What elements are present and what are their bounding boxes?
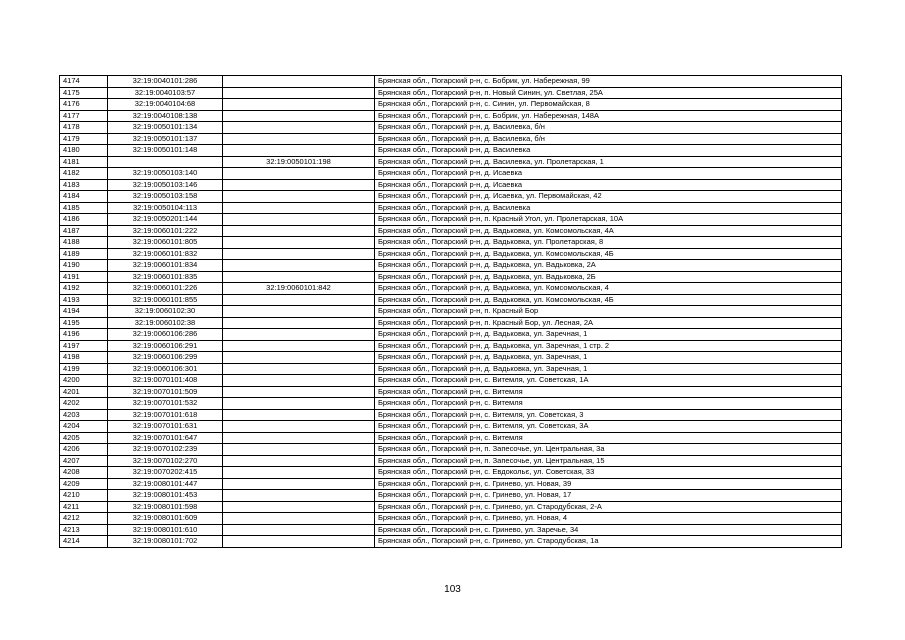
cadastral-number-cell: 32:19:0050101:148 — [108, 145, 223, 157]
previous-cadastral-cell — [223, 375, 375, 387]
row-number-cell: 4177 — [60, 110, 108, 122]
address-cell: Брянская обл., Погарский р-н, д. Исаевка, ул. Первомайская, 42 — [375, 191, 842, 203]
address-cell: Брянская обл., Погарский р-н, д. Вадьковка, ул. Заречная, 1 — [375, 352, 842, 364]
cadastral-number-cell: 32:19:0080101:598 — [108, 501, 223, 513]
cadastral-number-cell: 32:19:0060101:805 — [108, 237, 223, 249]
previous-cadastral-cell — [223, 490, 375, 502]
cadastral-number-cell: 32:19:0060106:286 — [108, 329, 223, 341]
row-number-cell: 4210 — [60, 490, 108, 502]
address-cell: Брянская обл., Погарский р-н, с. Витемля, ул. Советская, 3 — [375, 409, 842, 421]
table-row — [60, 260, 842, 272]
address-cell: Брянская обл., Погарский р-н, с. Гринево, ул. Новая, 39 — [375, 478, 842, 490]
cadastral-number-cell: 32:19:0050103:158 — [108, 191, 223, 203]
previous-cadastral-cell — [223, 421, 375, 433]
row-number-cell: 4212 — [60, 513, 108, 525]
address-cell: Брянская обл., Погарский р-н, д. Вадьковка, ул. Заречная, 1 — [375, 329, 842, 341]
table-row — [60, 99, 842, 111]
property-registry-table — [59, 75, 842, 548]
table-row — [60, 490, 842, 502]
cadastral-number-cell: 32:19:0040103:57 — [108, 87, 223, 99]
row-number-cell: 4193 — [60, 294, 108, 306]
table-row — [60, 455, 842, 467]
row-number-cell: 4186 — [60, 214, 108, 226]
address-cell: Брянская обл., Погарский р-н, п. Запесочье, ул. Центральная, 3а — [375, 444, 842, 456]
cadastral-number-cell: 32:19:0060102:30 — [108, 306, 223, 318]
cadastral-number-cell: 32:19:0050101:137 — [108, 133, 223, 145]
previous-cadastral-cell — [223, 87, 375, 99]
row-number-cell: 4201 — [60, 386, 108, 398]
row-number-cell: 4209 — [60, 478, 108, 490]
row-number-cell: 4204 — [60, 421, 108, 433]
table-row — [60, 444, 842, 456]
address-cell: Брянская обл., Погарский р-н, с. Евдокольє, ул. Советская, 33 — [375, 467, 842, 479]
table-row — [60, 168, 842, 180]
table-row — [60, 432, 842, 444]
address-cell: Брянская обл., Погарский р-н, с. Витемля, ул. Советская, 3А — [375, 421, 842, 433]
table-row — [60, 409, 842, 421]
row-number-cell: 4197 — [60, 340, 108, 352]
address-cell: Брянская обл., Погарский р-н, с. Бобрик, ул. Набережная, 148А — [375, 110, 842, 122]
table-row — [60, 375, 842, 387]
address-cell: Брянская обл., Погарский р-н, п. Запесочье, ул. Центральная, 15 — [375, 455, 842, 467]
table-row — [60, 340, 842, 352]
address-cell: Брянская обл., Погарский р-н, д. Василевка, б/н — [375, 122, 842, 134]
row-number-cell: 4187 — [60, 225, 108, 237]
address-cell: Брянская обл., Погарский р-н, д. Вадьковка, ул. Комсомольская, 4А — [375, 225, 842, 237]
table-row — [60, 237, 842, 249]
cadastral-number-cell: 32:19:0080101:453 — [108, 490, 223, 502]
table-row — [60, 248, 842, 260]
address-cell: Брянская обл., Погарский р-н, с. Витемля, ул. Советская, 1А — [375, 375, 842, 387]
address-cell: Брянская обл., Погарский р-н, с. Гринево, ул. Стародубская, 2-А — [375, 501, 842, 513]
address-cell: Брянская обл., Погарский р-н, п. Красный Бор, ул. Лесная, 2А — [375, 317, 842, 329]
cadastral-number-cell: 32:19:0050103:146 — [108, 179, 223, 191]
row-number-cell: 4183 — [60, 179, 108, 191]
row-number-cell: 4190 — [60, 260, 108, 272]
cadastral-number-cell: 32:19:0070202:415 — [108, 467, 223, 479]
cadastral-number-cell: 32:19:0080101:609 — [108, 513, 223, 525]
table-row — [60, 87, 842, 99]
table-row — [60, 513, 842, 525]
table-row — [60, 179, 842, 191]
address-cell: Брянская обл., Погарский р-н, с. Гринево, ул. Стародубская, 1а — [375, 536, 842, 548]
address-cell: Брянская обл., Погарский р-н, с. Витемля — [375, 386, 842, 398]
table-row — [60, 214, 842, 226]
table-row — [60, 329, 842, 341]
previous-cadastral-cell — [223, 513, 375, 525]
row-number-cell: 4213 — [60, 524, 108, 536]
table-row — [60, 145, 842, 157]
table-row — [60, 156, 842, 168]
table-row — [60, 202, 842, 214]
previous-cadastral-cell — [223, 432, 375, 444]
previous-cadastral-cell — [223, 467, 375, 479]
table-row — [60, 225, 842, 237]
previous-cadastral-cell — [223, 110, 375, 122]
table-row — [60, 478, 842, 490]
table-row — [60, 76, 842, 88]
cadastral-number-cell: 32:19:0060106:291 — [108, 340, 223, 352]
row-number-cell: 4195 — [60, 317, 108, 329]
previous-cadastral-cell — [223, 271, 375, 283]
previous-cadastral-cell: 32:19:0060101:842 — [223, 283, 375, 295]
address-cell: Брянская обл., Погарский р-н, д. Василевка — [375, 145, 842, 157]
previous-cadastral-cell — [223, 122, 375, 134]
row-number-cell: 4206 — [60, 444, 108, 456]
row-number-cell: 4208 — [60, 467, 108, 479]
previous-cadastral-cell — [223, 524, 375, 536]
previous-cadastral-cell — [223, 260, 375, 272]
previous-cadastral-cell — [223, 168, 375, 180]
address-cell: Брянская обл., Погарский р-н, с. Витемля — [375, 398, 842, 410]
address-cell: Брянская обл., Погарский р-н, с. Синин, ул. Первомайская, 8 — [375, 99, 842, 111]
address-cell: Брянская обл., Погарский р-н, д. Василевка, б/н — [375, 133, 842, 145]
table-row — [60, 398, 842, 410]
address-cell: Брянская обл., Погарский р-н, д. Вадьковка, ул. Заречная, 1 — [375, 363, 842, 375]
previous-cadastral-cell — [223, 306, 375, 318]
table-row — [60, 524, 842, 536]
cadastral-number-cell: 32:19:0040101:286 — [108, 76, 223, 88]
row-number-cell: 4211 — [60, 501, 108, 513]
previous-cadastral-cell — [223, 444, 375, 456]
address-cell: Брянская обл., Погарский р-н, д. Вадьковка, ул. Вадьковка, 2А — [375, 260, 842, 272]
row-number-cell: 4199 — [60, 363, 108, 375]
address-cell: Брянская обл., Погарский р-н, д. Исаевка — [375, 168, 842, 180]
row-number-cell: 4181 — [60, 156, 108, 168]
address-cell: Брянская обл., Погарский р-н, п. Новый Синин, ул. Светлая, 25А — [375, 87, 842, 99]
row-number-cell: 4192 — [60, 283, 108, 295]
cadastral-number-cell: 32:19:0060102:38 — [108, 317, 223, 329]
cadastral-number-cell: 32:19:0060106:299 — [108, 352, 223, 364]
address-cell: Брянская обл., Погарский р-н, д. Вадьковка, ул. Вадьковка, 2Б — [375, 271, 842, 283]
previous-cadastral-cell — [223, 501, 375, 513]
previous-cadastral-cell — [223, 76, 375, 88]
previous-cadastral-cell — [223, 225, 375, 237]
row-number-cell: 4178 — [60, 122, 108, 134]
table-row — [60, 133, 842, 145]
row-number-cell: 4182 — [60, 168, 108, 180]
table-row — [60, 467, 842, 479]
previous-cadastral-cell — [223, 329, 375, 341]
cadastral-number-cell: 32:19:0070102:239 — [108, 444, 223, 456]
table-row — [60, 283, 842, 295]
previous-cadastral-cell — [223, 340, 375, 352]
cadastral-number-cell: 32:19:0040104:68 — [108, 99, 223, 111]
cadastral-number-cell: 32:19:0060106:301 — [108, 363, 223, 375]
previous-cadastral-cell — [223, 352, 375, 364]
address-cell: Брянская обл., Погарский р-н, д. Вадьковка, ул. Заречная, 1 стр. 2 — [375, 340, 842, 352]
address-cell: Брянская обл., Погарский р-н, д. Вадьковка, ул. Комсомольская, 4Б — [375, 294, 842, 306]
table-row — [60, 191, 842, 203]
row-number-cell: 4196 — [60, 329, 108, 341]
previous-cadastral-cell — [223, 386, 375, 398]
table-row — [60, 352, 842, 364]
address-cell: Брянская обл., Погарский р-н, д. Исаевка — [375, 179, 842, 191]
address-cell: Брянская обл., Погарский р-н, с. Бобрик, ул. Набережная, 99 — [375, 76, 842, 88]
previous-cadastral-cell — [223, 214, 375, 226]
cadastral-number-cell: 32:19:0060101:834 — [108, 260, 223, 272]
cadastral-number-cell: 32:19:0070101:532 — [108, 398, 223, 410]
previous-cadastral-cell — [223, 536, 375, 548]
cadastral-number-cell: 32:19:0070101:631 — [108, 421, 223, 433]
row-number-cell: 4189 — [60, 248, 108, 260]
address-cell: Брянская обл., Погарский р-н, д. Василевка — [375, 202, 842, 214]
page-number: 103 — [444, 584, 461, 595]
row-number-cell: 4205 — [60, 432, 108, 444]
cadastral-number-cell: 32:19:0070101:408 — [108, 375, 223, 387]
table-row — [60, 110, 842, 122]
cadastral-number-cell: 32:19:0060101:855 — [108, 294, 223, 306]
address-cell: Брянская обл., Погарский р-н, д. Василевка, ул. Пролетарская, 1 — [375, 156, 842, 168]
address-cell: Брянская обл., Погарский р-н, п. Красный Угол, ул. Пролетарская, 10А — [375, 214, 842, 226]
cadastral-number-cell: 32:19:0040108:138 — [108, 110, 223, 122]
cadastral-number-cell: 32:19:0060101:222 — [108, 225, 223, 237]
address-cell: Брянская обл., Погарский р-н, д. Вадьковка, ул. Комсомольская, 4 — [375, 283, 842, 295]
previous-cadastral-cell — [223, 179, 375, 191]
previous-cadastral-cell — [223, 145, 375, 157]
cadastral-number-cell: 32:19:0080101:702 — [108, 536, 223, 548]
previous-cadastral-cell — [223, 409, 375, 421]
cadastral-number-cell: 32:19:0080101:447 — [108, 478, 223, 490]
row-number-cell: 4203 — [60, 409, 108, 421]
registry-table-body — [60, 76, 842, 548]
row-number-cell: 4176 — [60, 99, 108, 111]
row-number-cell: 4185 — [60, 202, 108, 214]
cadastral-number-cell: 32:19:0070101:618 — [108, 409, 223, 421]
cadastral-number-cell: 32:19:0070101:509 — [108, 386, 223, 398]
table-row — [60, 271, 842, 283]
row-number-cell: 4191 — [60, 271, 108, 283]
cadastral-number-cell: 32:19:0060101:832 — [108, 248, 223, 260]
table-row — [60, 386, 842, 398]
table-row — [60, 306, 842, 318]
previous-cadastral-cell — [223, 248, 375, 260]
row-number-cell: 4207 — [60, 455, 108, 467]
cadastral-number-cell: 32:19:0050103:140 — [108, 168, 223, 180]
previous-cadastral-cell — [223, 317, 375, 329]
address-cell: Брянская обл., Погарский р-н, п. Красный Бор — [375, 306, 842, 318]
cadastral-number-cell: 32:19:0050104:113 — [108, 202, 223, 214]
row-number-cell: 4214 — [60, 536, 108, 548]
previous-cadastral-cell — [223, 133, 375, 145]
row-number-cell: 4179 — [60, 133, 108, 145]
cadastral-number-cell: 32:19:0050101:134 — [108, 122, 223, 134]
row-number-cell: 4175 — [60, 87, 108, 99]
cadastral-number-cell: 32:19:0060101:226 — [108, 283, 223, 295]
table-row — [60, 363, 842, 375]
table-row — [60, 536, 842, 548]
row-number-cell: 4174 — [60, 76, 108, 88]
row-number-cell: 4200 — [60, 375, 108, 387]
table-row — [60, 501, 842, 513]
row-number-cell: 4194 — [60, 306, 108, 318]
previous-cadastral-cell — [223, 237, 375, 249]
table-row — [60, 421, 842, 433]
cadastral-number-cell — [108, 156, 223, 168]
previous-cadastral-cell — [223, 191, 375, 203]
previous-cadastral-cell — [223, 398, 375, 410]
address-cell: Брянская обл., Погарский р-н, с. Витемля — [375, 432, 842, 444]
row-number-cell: 4202 — [60, 398, 108, 410]
cadastral-number-cell: 32:19:0050201:144 — [108, 214, 223, 226]
cadastral-number-cell: 32:19:0060101:835 — [108, 271, 223, 283]
previous-cadastral-cell — [223, 455, 375, 467]
row-number-cell: 4184 — [60, 191, 108, 203]
cadastral-number-cell: 32:19:0080101:610 — [108, 524, 223, 536]
row-number-cell: 4180 — [60, 145, 108, 157]
address-cell: Брянская обл., Погарский р-н, с. Гринево, ул. Новая, 4 — [375, 513, 842, 525]
cadastral-number-cell: 32:19:0070102:270 — [108, 455, 223, 467]
previous-cadastral-cell — [223, 363, 375, 375]
previous-cadastral-cell — [223, 294, 375, 306]
previous-cadastral-cell — [223, 478, 375, 490]
row-number-cell: 4188 — [60, 237, 108, 249]
previous-cadastral-cell: 32:19:0050101:198 — [223, 156, 375, 168]
previous-cadastral-cell — [223, 99, 375, 111]
table-row — [60, 122, 842, 134]
address-cell: Брянская обл., Погарский р-н, с. Гринево, ул. Заречье, 34 — [375, 524, 842, 536]
previous-cadastral-cell — [223, 202, 375, 214]
table-row — [60, 317, 842, 329]
cadastral-number-cell: 32:19:0070101:647 — [108, 432, 223, 444]
address-cell: Брянская обл., Погарский р-н, д. Вадьковка, ул. Комсомольская, 4Б — [375, 248, 842, 260]
table-row — [60, 294, 842, 306]
row-number-cell: 4198 — [60, 352, 108, 364]
address-cell: Брянская обл., Погарский р-н, д. Вадьковка, ул. Пролетарская, 8 — [375, 237, 842, 249]
address-cell: Брянская обл., Погарский р-н, с. Гринево, ул. Новая, 17 — [375, 490, 842, 502]
